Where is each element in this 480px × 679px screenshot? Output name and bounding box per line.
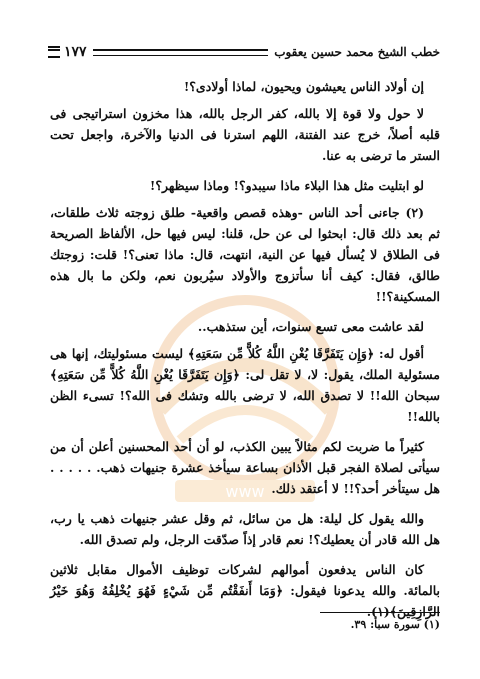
paragraph: والله يقول كل ليلة: هل من سائل، ثم وقل عشر جنيهات ذهب يا رب، هل الله قادر أن يعطيك؟! نعم قادر إذاً صدّقت الرجل، ولم تصدق الله. <box>50 511 440 547</box>
header-bars-icon <box>48 46 60 58</box>
watermark-text: www <box>225 482 265 501</box>
header-rule <box>93 49 269 56</box>
paragraph: كثيراً ما ضربت لكم مثالاً يبين الكذب، لو أن أحد المحسنين أعلن أن من سيأتى لصلاة الفجر قبل الأذان بساعة سيأخذ عشرة جنيهات ذهب. . . . . . هل سيتأخر أحد؟!! لا أعتقد ذلك. <box>50 439 440 496</box>
paragraph: لا حول ولا قوة إلا بالله، كفر الرجل بالله، هذا مخزون استراتيجى فى قلبه أصلاً، خرج عند الفتنة، اللهم استرنا فى الدنيا والآخرة، واجعل تحت الستر ما ترضى به عنا. <box>50 106 440 163</box>
paragraph: لقد عاشت معى تسع سنوات، أين ستذهب.. <box>197 319 424 334</box>
paragraph: أقول له: ﴿وَإِن يَتَفَرَّقَا يُغْنِ اللَّهُ كُلاًّ مِّن سَعَتِهِ﴾ ليست مسئوليتك، إنها هى مسئولية الملك، يقول: لا، لا تقل لى: ﴿وَإِن يَتَفَرَّقَا يُغْنِ اللَّهُ كُلاًّ مِّن سَعَتِهِ﴾ سبحان الله!! لا تصدق الله، لا ترضى بالله وتشك فى الله؟! تسىء الظن بالله!! <box>50 346 440 424</box>
page-number-group <box>48 44 87 60</box>
running-title: خطب الشيخ محمد حسين يعقوب <box>274 45 440 59</box>
paragraph: كان الناس يدفعون أموالهم لشركات توظيف الأموال مقابل ثلاثين بالمائة. والله يدعونا فيقول: ﴿وَمَا أَنفَقْتُم مِّن شَيْءٍ فَهُوَ يُخْلِفُهُ وَهُوَ خَيْرُ الرَّازِقِينَ﴾(١). <box>50 562 440 619</box>
footnote-rule <box>320 612 440 613</box>
page-number: ١٧٧ <box>64 44 87 60</box>
body-text <box>50 76 440 631</box>
paragraph: لو ابتليت مثل هذا البلاء ماذا سيبدو؟! وماذا سيظهر؟! <box>149 178 424 193</box>
paragraph: (٢) جاءنى أحد الناس -وهذه قصص واقعية- طلق زوجته ثلاث طلقات، ثم بعد ذلك قال: ابحثوا لى عن حل، قلنا: ليس فيها حل، الألفاظ الصريحة فى الطلاق لا يُسأل فيها عن النية، انتهت، قال: ماذا تعنى؟! قلت: زوجتك طالق، فقال: كيف أنا سأتزوج والأولاد سيُربون نعم، ولكن ما بال هذه المسكينة؟!! <box>50 205 440 304</box>
footnote: (١) سورة سبأ: ٣٩. <box>350 618 440 631</box>
page-header <box>48 40 440 64</box>
paragraph: إن أولاد الناس يعيشون ويحيون، لماذا أولادى؟! <box>183 79 424 94</box>
